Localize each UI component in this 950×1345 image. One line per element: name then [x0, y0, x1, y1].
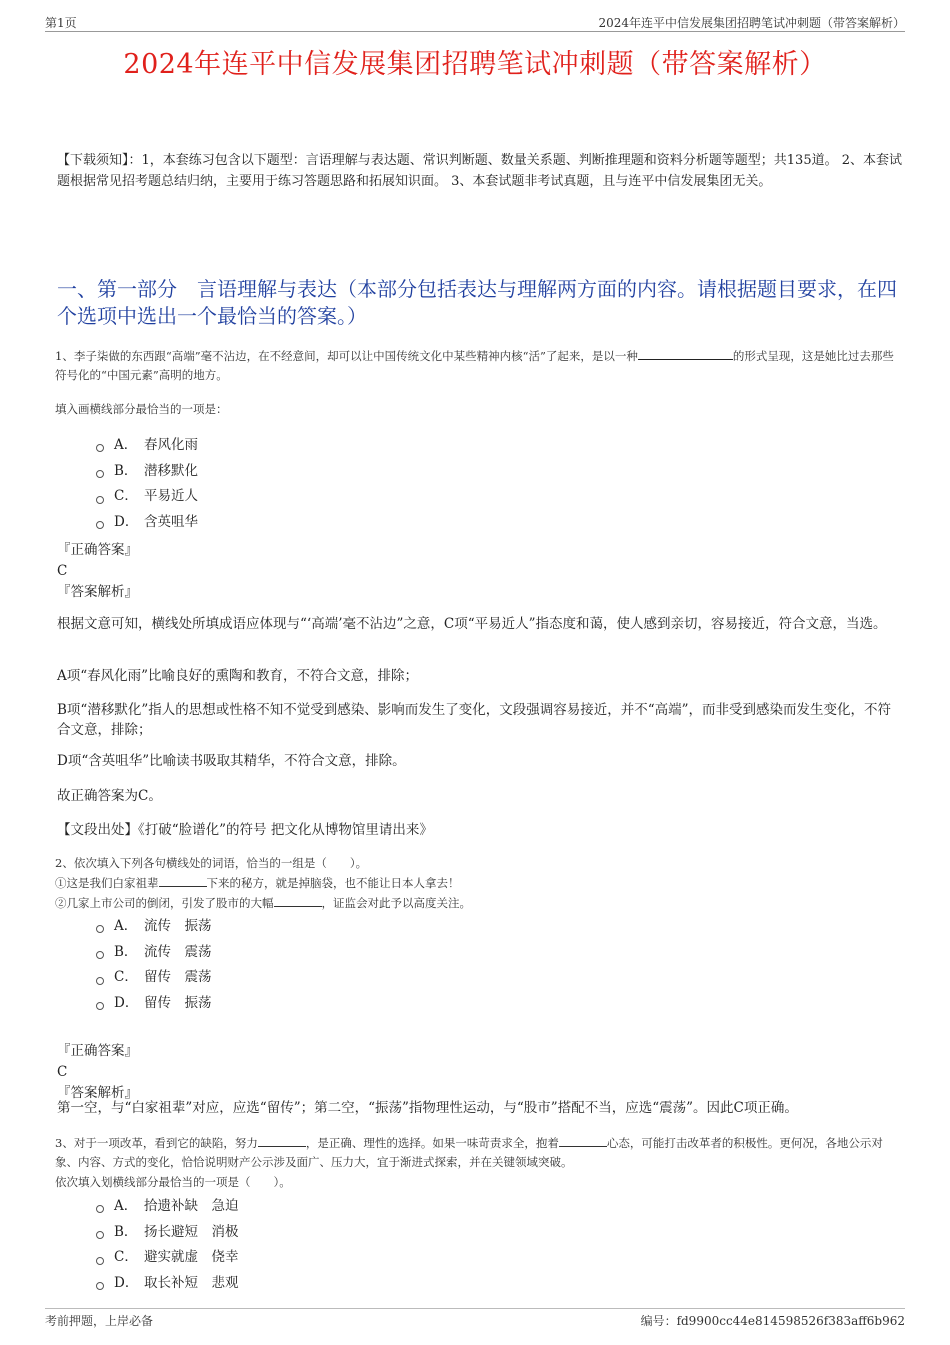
q3-option-d[interactable]: D． 取长补短 悲观 — [96, 1271, 239, 1297]
section-heading: 一、第一部分 言语理解与表达（本部分包括表达与理解两方面的内容。请根据题目要求，在四个选项中选出一个最恰当的答案。） — [57, 277, 897, 328]
q1-analysis-1: 根据文意可知，横线处所填成语应体现与“‘高端’毫不沾边”之意，C项“平易近人”指态度和蔼，使人感到亲切，容易接近，符合文意，当选。 — [57, 616, 887, 632]
header-rule — [45, 31, 905, 32]
question-2-line-1: ①这是我们白家祖辈 下来的秘方，就是掉脑袋，也不能让日本人拿去！ — [55, 876, 460, 890]
document-id: 编号：fd9900cc44e814598526f383aff6b962 — [640, 1314, 905, 1328]
radio-icon[interactable] — [96, 951, 104, 959]
answer-blank — [274, 894, 322, 907]
question-1-prompt: 填入画横线部分最恰当的一项是： — [55, 402, 228, 416]
correct-answer: C — [57, 1064, 68, 1080]
question-3-stem: 3、对于一项改革，看到它的缺陷，努力 ，是正确、理性的选择。如果一味苛责求全，抱着 心态，可能打击改革者的积极性。更何况，各地公示对象、内容、方式的变化，恰恰说明财产公示涉及面广、压力大，宜于渐进式探索，并在关键领域突破。 — [55, 1136, 883, 1169]
q2-option-a[interactable]: A． 流传 振荡 — [96, 914, 212, 940]
q3-option-c[interactable]: C． 避实就虚 侥幸 — [96, 1245, 239, 1271]
radio-icon[interactable] — [96, 496, 104, 504]
q1-analysis-3: B项“潜移默化”指人的思想或性格不知不觉受到感染、影响而发生了变化，文段强调容易接近，并不“高端”，而非受到感染而发生变化，不符合文意，排除； — [57, 702, 892, 738]
footer-rule — [45, 1308, 905, 1309]
q1-option-c[interactable]: C． 平易近人 — [96, 484, 198, 510]
q2-analysis: 第一空，与“白家祖辈”对应，应选“留传”；第二空，“振荡”指物理性运动，与“股市”搭配不当，应选“震荡”。因此C项正确。 — [57, 1100, 798, 1116]
q1-stem-after: 的形式呈现，这是她比过去那些符号化的“中国元素”高明的地方。 — [55, 349, 894, 382]
radio-icon[interactable] — [96, 444, 104, 452]
answer-blank — [159, 874, 207, 887]
question-2-stem: 2、依次填入下列各句横线处的词语，恰当的一组是（ ）。 — [55, 856, 368, 870]
radio-icon[interactable] — [96, 1257, 104, 1265]
q3-option-b[interactable]: B． 扬长避短 消极 — [96, 1220, 239, 1246]
radio-icon[interactable] — [96, 1231, 104, 1239]
download-notice: 【下载须知】：1，本套练习包含以下题型：言语理解与表达题、常识判断题、数量关系题、判断推理题和资料分析题等题型；共135道。 2、本套试题根据常见招考题总结归纳，主要用于练习答题思路和拓展知识面。 3、本套试题非考试真题，且与连平中信发展集团无关。 — [57, 153, 902, 189]
question-3-options — [96, 1194, 239, 1297]
q1-option-a[interactable]: A． 春风化雨 — [96, 433, 198, 459]
q1-option-b[interactable]: B． 潜移默化 — [96, 459, 198, 485]
radio-icon[interactable] — [96, 1205, 104, 1213]
radio-icon[interactable] — [96, 1282, 104, 1290]
running-title: 2024年连平中信发展集团招聘笔试冲刺题（带答案解析） — [598, 16, 905, 30]
analysis-label: 『答案解析』 — [57, 1085, 138, 1101]
answer-blank — [258, 1134, 306, 1147]
q2-option-c[interactable]: C． 留传 震荡 — [96, 965, 212, 991]
radio-icon[interactable] — [96, 977, 104, 985]
analysis-label: 『答案解析』 — [57, 584, 138, 600]
q2-option-d[interactable]: D． 留传 振荡 — [96, 991, 212, 1017]
correct-answer: C — [57, 563, 68, 579]
question-2-options — [96, 914, 212, 1017]
footer-slogan: 考前押题，上岸必备 — [45, 1314, 154, 1328]
q1-stem-before: 1、李子柒做的东西跟“高端”毫不沾边，在不经意间，却可以让中国传统文化中某些精神内核“活”了起来，是以一种 — [55, 349, 638, 363]
document-title: 2024年连平中信发展集团招聘笔试冲刺题（带答案解析） — [123, 49, 827, 80]
q1-option-d[interactable]: D． 含英咀华 — [96, 510, 198, 536]
question-1-options — [96, 433, 198, 536]
q1-answer-block — [57, 540, 138, 603]
q1-analysis-4: D项“含英咀华”比喻读书吸取其精华，不符合文意，排除。 — [57, 753, 406, 769]
radio-icon[interactable] — [96, 470, 104, 478]
q1-analysis-2: A项“春风化雨”比喻良好的熏陶和教育，不符合文意，排除； — [57, 668, 419, 684]
q1-analysis-5: 故正确答案为C。 — [57, 788, 162, 804]
page-number: 第1页 — [45, 16, 77, 30]
q3-option-a[interactable]: A． 拾遗补缺 急迫 — [96, 1194, 239, 1220]
question-2-line-2: ②几家上市公司的倒闭，引发了股市的大幅 ，证监会对此予以高度关注。 — [55, 896, 471, 910]
q2-answer-block — [57, 1041, 138, 1104]
question-1-stem — [55, 347, 900, 385]
q1-source: 【文段出处】《打破“脸谱化”的符号 把文化从博物馆里请出来》 — [57, 822, 433, 838]
correct-answer-label: 『正确答案』 — [57, 542, 138, 558]
answer-blank — [638, 347, 733, 360]
question-3-prompt: 依次填入划横线部分最恰当的一项是（ ）。 — [55, 1175, 291, 1189]
answer-blank — [559, 1134, 607, 1147]
radio-icon[interactable] — [96, 1002, 104, 1010]
correct-answer-label: 『正确答案』 — [57, 1043, 138, 1059]
radio-icon[interactable] — [96, 925, 104, 933]
q2-option-b[interactable]: B． 流传 震荡 — [96, 940, 212, 966]
radio-icon[interactable] — [96, 521, 104, 529]
